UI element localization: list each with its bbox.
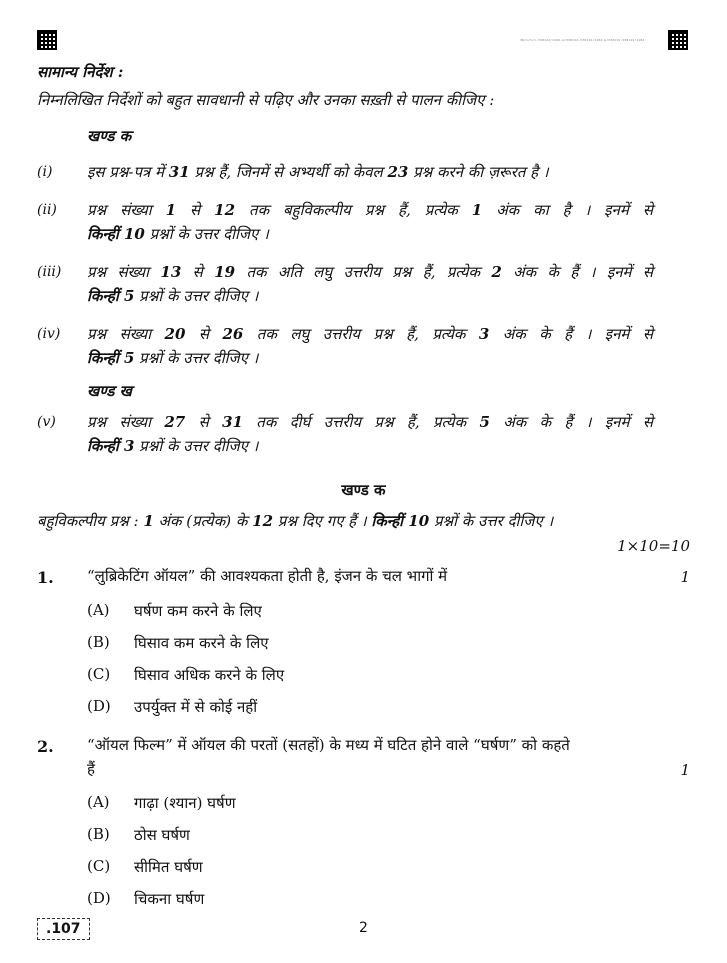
- text-run: प्रश्न दिए गए हैं ।: [273, 512, 372, 530]
- question-2-text-line1: “ऑयल फिल्म” में ऑयल की परतों (सतहों) के मध्य में घटित होने वाले “घर्षण” को कहते: [87, 736, 570, 754]
- text-run: से: [176, 201, 215, 219]
- instruction-roman-iii: (iii): [37, 264, 62, 280]
- text-run: प्रश्नों के उत्तर दीजिए ।: [134, 349, 259, 367]
- bold-run: 3: [478, 325, 490, 343]
- bold-run: किन्हीं 3: [87, 437, 135, 455]
- question-2-number: 2.: [37, 737, 54, 756]
- bold-run: 26: [222, 325, 244, 343]
- instruction-iv-text: [87, 322, 653, 346]
- bold-run: 20: [164, 325, 186, 343]
- q2-option-c-label[interactable]: (C): [87, 857, 111, 875]
- question-2-marks: 1: [680, 761, 690, 779]
- q2-option-b-text[interactable]: ठोस घर्षण: [134, 826, 190, 844]
- bold-run: 1: [165, 201, 177, 219]
- text-run: प्रश्न संख्या: [87, 201, 166, 219]
- q2-option-b-label[interactable]: (B): [87, 825, 110, 843]
- text-run: तक दीर्घ उत्तरीय प्रश्न हैं, प्रत्येक: [242, 413, 480, 431]
- bold-run: 12: [252, 512, 274, 530]
- bold-run: 31: [222, 413, 243, 431]
- marks-scheme: 1×10=10: [617, 537, 690, 555]
- qr-code-right-icon: [668, 30, 688, 50]
- text-run: बहुविकल्पीय प्रश्न :: [37, 512, 144, 530]
- instruction-v-text: [87, 410, 653, 434]
- text-run: अंक का है । इनमें से: [482, 201, 653, 219]
- text-run: से: [185, 325, 223, 343]
- text-run: प्रश्न संख्या: [87, 263, 161, 281]
- text-run: तक अति लघु उत्तरीय प्रश्न हैं, प्रत्येक: [235, 263, 492, 281]
- instruction-roman-v: (v): [37, 414, 56, 430]
- q1-option-b-text[interactable]: घिसाव कम करने के लिए: [134, 634, 269, 652]
- text-run: प्रश्नों के उत्तर दीजिए ।: [144, 225, 269, 243]
- instruction-iii-cont: [87, 284, 653, 308]
- question-1-number: 1.: [37, 568, 54, 587]
- instruction-iv-cont: [87, 346, 653, 370]
- text-run: प्रश्नों के उत्तर दीजिए ।: [134, 287, 259, 305]
- bold-run: 1: [143, 512, 154, 530]
- q1-option-d-label[interactable]: (D): [87, 697, 111, 715]
- text-run: प्रश्नों के उत्तर दीजिए ।: [134, 437, 259, 455]
- instructions-title: सामान्य निर्देश :: [37, 63, 124, 81]
- text-run: अंक के हैं । इनमें से: [489, 413, 653, 431]
- q2-option-d-label[interactable]: (D): [87, 889, 111, 907]
- bold-run: किन्हीं 10: [371, 512, 430, 530]
- text-run: इस प्रश्न-पत्र में: [87, 163, 169, 181]
- instructions-section-b-label: खण्ड ख: [87, 382, 132, 400]
- text-run: तक लघु उत्तरीय प्रश्न हैं, प्रत्येक: [243, 325, 479, 343]
- q2-option-a-text[interactable]: गाढ़ा (श्यान) घर्षण: [134, 794, 236, 812]
- q1-option-b-label[interactable]: (B): [87, 633, 110, 651]
- bold-run: 31: [168, 163, 190, 181]
- q2-option-c-text[interactable]: सीमित घर्षण: [134, 858, 203, 876]
- bold-run: 13: [160, 263, 182, 281]
- text-run: प्रश्न संख्या: [87, 413, 165, 431]
- qr-code-left-icon: [37, 30, 57, 50]
- paper-code-box: .107: [37, 918, 90, 940]
- bold-run: 23: [387, 163, 409, 181]
- question-1-text: “लुब्रिकेटिंग ऑयल” की आवश्यकता होती है, इंजन के चल भागों में: [87, 567, 448, 585]
- text-run: अंक (प्रत्येक) के: [153, 512, 253, 530]
- bold-run: 19: [214, 263, 236, 281]
- instruction-ii-text: [87, 198, 653, 222]
- text-run: अंक के हैं । इनमें से: [489, 325, 653, 343]
- q1-option-c-text[interactable]: घिसाव अधिक करने के लिए: [134, 666, 285, 684]
- q2-option-a-label[interactable]: (A): [87, 793, 110, 811]
- question-2-text-line2: हैं: [87, 760, 95, 778]
- bold-run: 27: [164, 413, 186, 431]
- instruction-roman-i: (i): [37, 164, 53, 180]
- text-run: प्रश्न करने की ज़रूरत है ।: [408, 163, 549, 181]
- instruction-roman-ii: (ii): [37, 202, 57, 218]
- bold-run: 1: [471, 201, 483, 219]
- section-a-title: खण्ड क: [341, 481, 386, 499]
- text-run: प्रश्न संख्या: [87, 325, 165, 343]
- instruction-v-cont: [87, 434, 653, 458]
- text-run: से: [185, 413, 223, 431]
- instructions-intro: निम्नलिखित निर्देशों को बहुत सावधानी से पढ़िए और उनका सख़्ती से पालन कीजिए :: [37, 91, 495, 109]
- text-run: प्रश्न हैं, जिनमें से अभ्यर्थी को केवल: [189, 163, 388, 181]
- bold-run: 2: [491, 263, 502, 281]
- header-code-strip: 30/1/1/1-V30112/1104-A/V30112-V30112/1104-A/V30112-V30112/1104: [520, 38, 645, 42]
- bold-run: किन्हीं 5: [87, 287, 135, 305]
- question-1-marks: 1: [680, 568, 690, 586]
- bold-run: किन्हीं 5: [87, 349, 135, 367]
- mcq-note: [37, 509, 657, 533]
- instruction-iii-text: [87, 260, 653, 284]
- text-run: तक बहुविकल्पीय प्रश्न हैं, प्रत्येक: [235, 201, 472, 219]
- q1-option-a-label[interactable]: (A): [87, 601, 110, 619]
- bold-run: किन्हीं 10: [87, 225, 145, 243]
- q1-option-c-label[interactable]: (C): [87, 665, 111, 683]
- bold-run: 5: [479, 413, 490, 431]
- text-run: अंक के हैं । इनमें से: [501, 263, 654, 281]
- q1-option-d-text[interactable]: उपर्युक्त में से कोई नहीं: [134, 698, 258, 716]
- q2-option-d-text[interactable]: चिकना घर्षण: [134, 890, 205, 908]
- q1-option-a-text[interactable]: घर्षण कम करने के लिए: [134, 602, 262, 620]
- text-run: प्रश्नों के उत्तर दीजिए ।: [429, 512, 554, 530]
- instruction-i-text: [87, 160, 653, 184]
- instructions-section-a-label: खण्ड क: [87, 127, 132, 145]
- bold-run: 12: [214, 201, 236, 219]
- page-number: 2: [359, 920, 368, 936]
- instruction-ii-cont: [87, 222, 653, 246]
- text-run: से: [181, 263, 215, 281]
- instruction-roman-iv: (iv): [37, 326, 61, 342]
